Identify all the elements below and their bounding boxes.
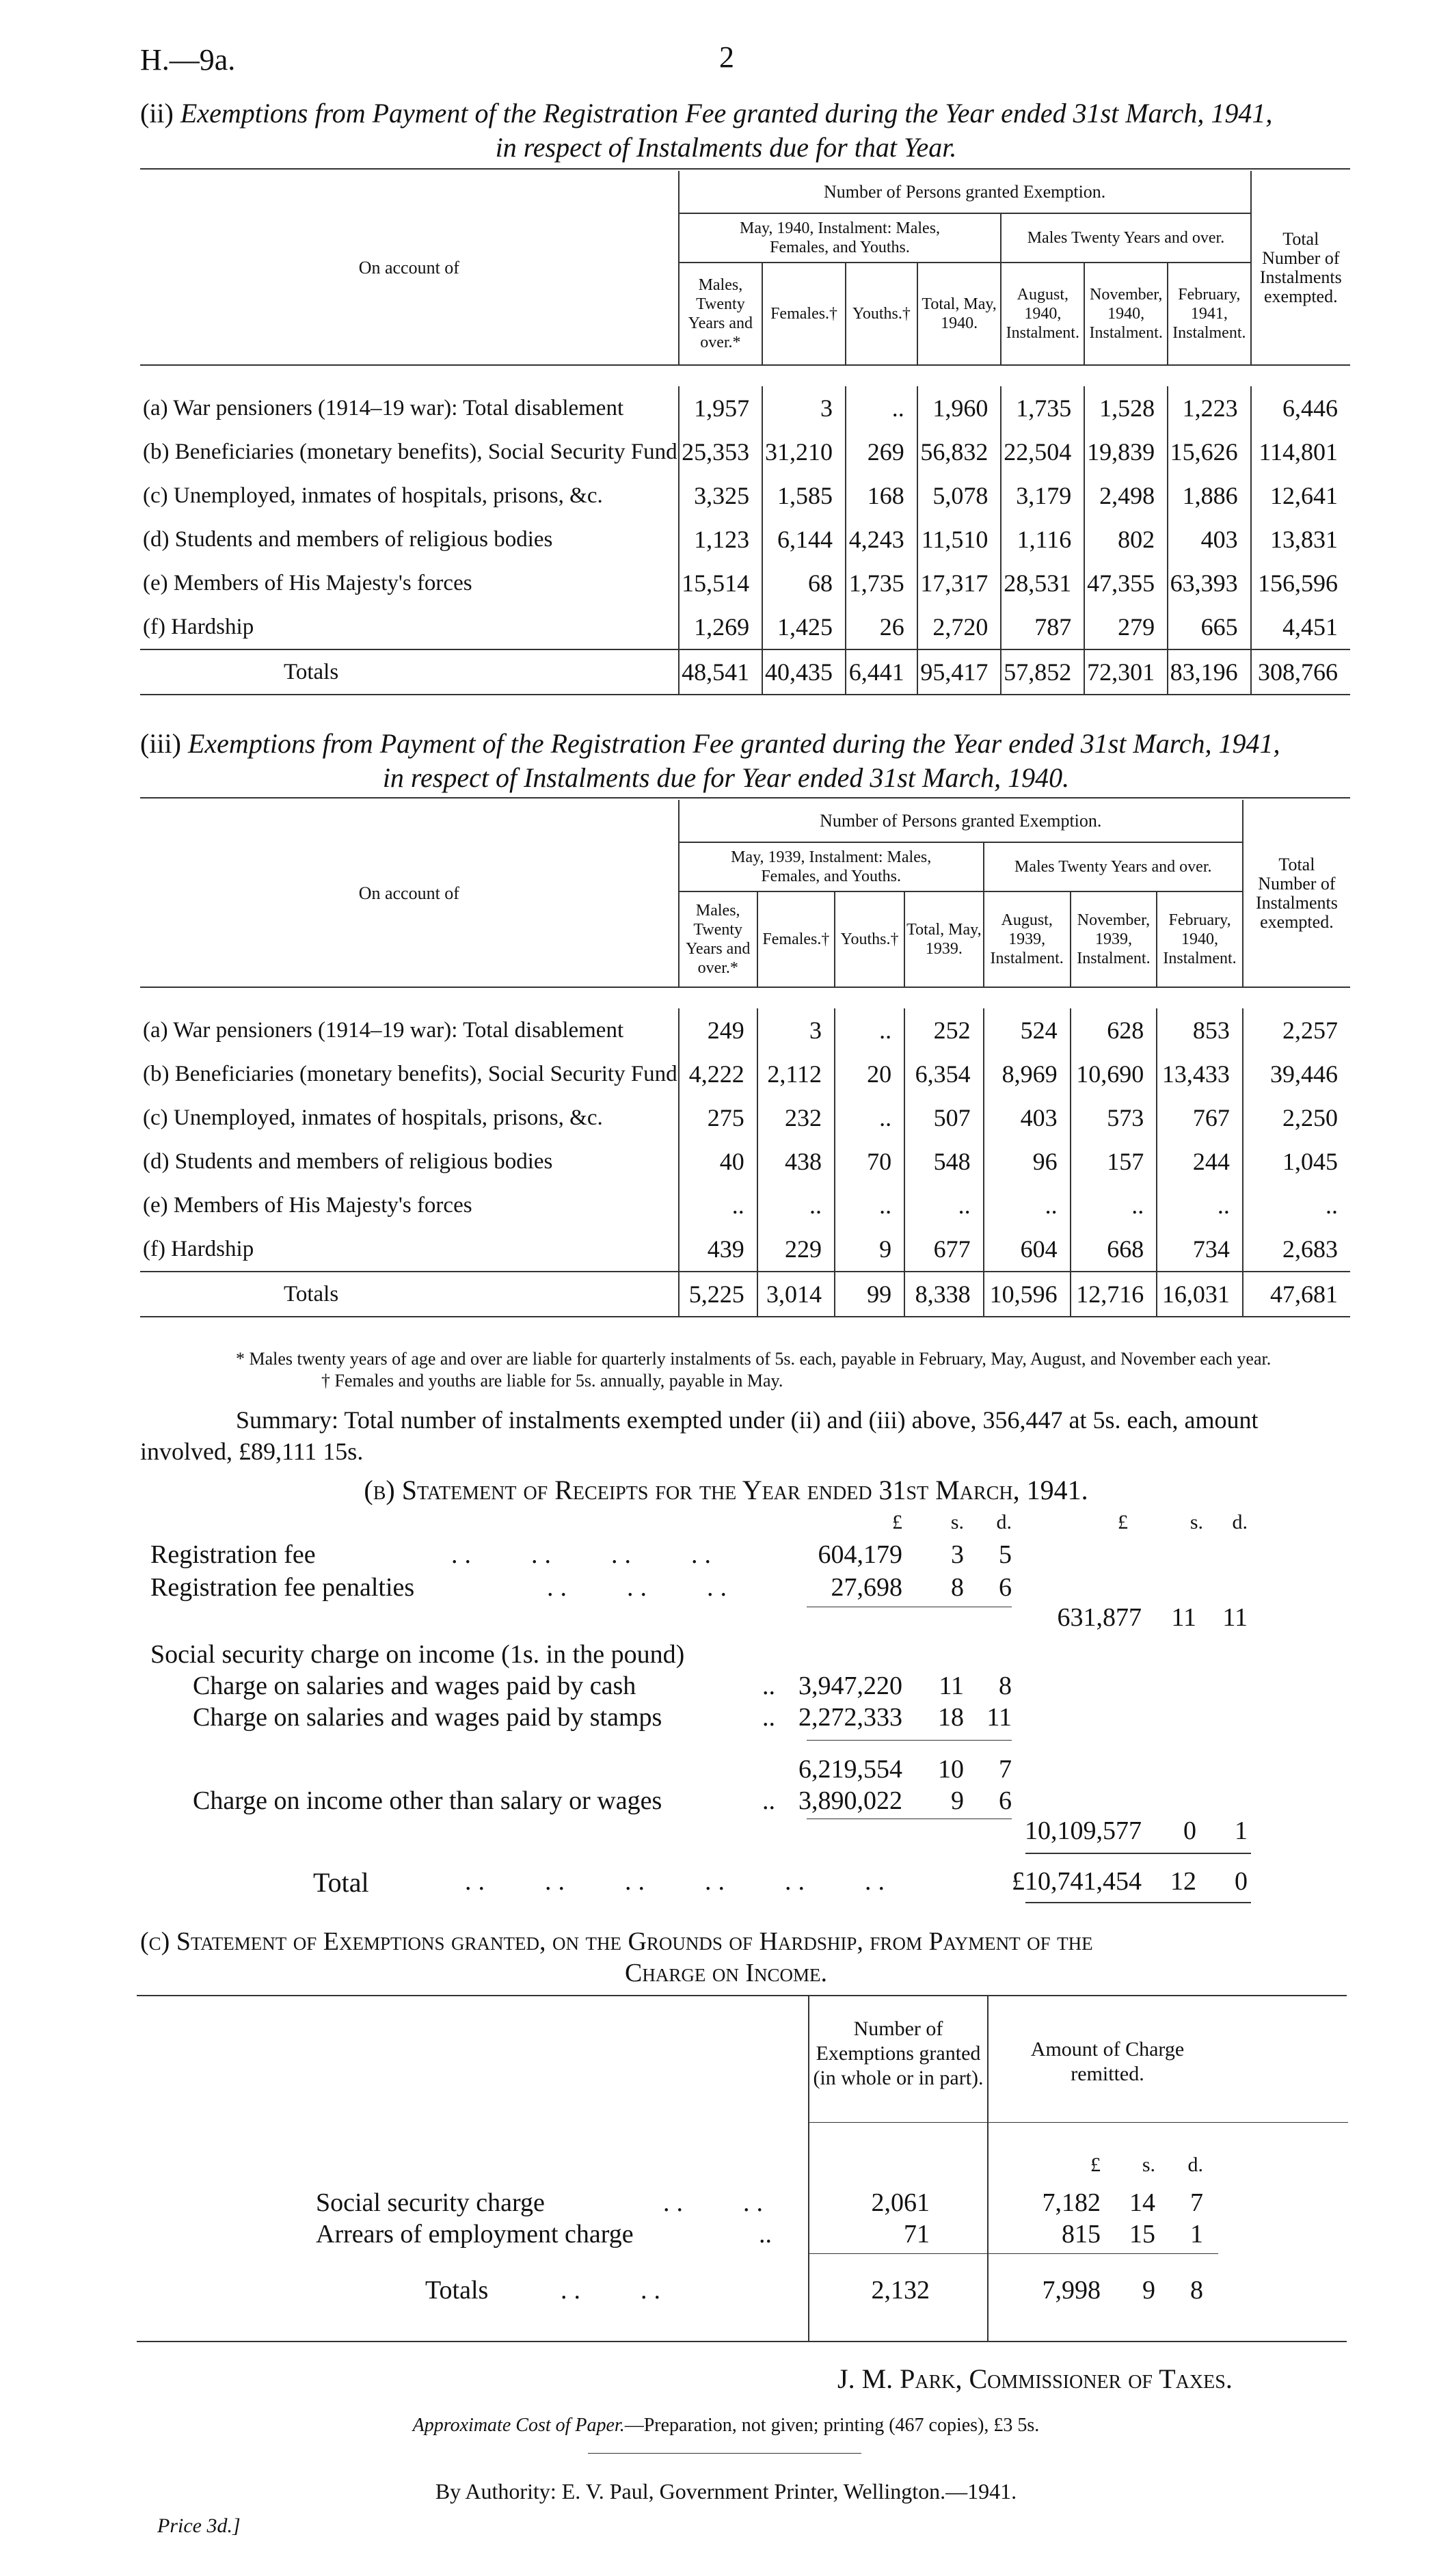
cell: 57,852	[1001, 649, 1084, 695]
table-iii-head-group2: Males Twenty Years and over.	[984, 842, 1243, 891]
footnote-dagger: † Females and youths are liable for 5s. annually, payable in May.	[321, 1371, 783, 1391]
cell: 3	[762, 386, 846, 430]
table-ii-head-group1: May, 1940, Instalment: Males, Females, and Youths.	[679, 213, 1001, 263]
cell: 4,243	[846, 518, 917, 561]
hardship-col-rule	[808, 1996, 809, 2342]
row-label: (c) Unemployed, inmates of hospitals, prisons, &c.	[143, 483, 603, 508]
cell: 3,325	[679, 474, 762, 518]
cell: 39,446	[1243, 1052, 1350, 1096]
cell: 2,498	[1084, 474, 1168, 518]
table-ii-col-head: Males, Twenty Years and over.*	[679, 263, 762, 365]
registration-penalties-d: 6	[999, 1573, 1012, 1602]
table-ii-number: (ii)	[140, 98, 174, 129]
hardship-head-rule	[808, 2122, 1348, 2123]
charge-subtotal-amount: 6,219,554	[798, 1755, 902, 1784]
hardship-row-number: 71	[904, 2220, 930, 2249]
table-row	[140, 1140, 1350, 1183]
cell: 40,435	[762, 649, 846, 695]
leader-dots: .. .. .. ..	[451, 1540, 718, 1569]
cell: 12,641	[1251, 474, 1350, 518]
cell: 157	[1071, 1140, 1157, 1183]
cell: 72,301	[1084, 649, 1168, 695]
cell: 767	[1157, 1096, 1243, 1140]
cell: 2,112	[757, 1052, 835, 1096]
cell: 438	[757, 1140, 835, 1183]
leader-dots: ..	[762, 1703, 775, 1732]
table-row	[140, 386, 1350, 430]
charge-cash-d: 8	[999, 1672, 1012, 1700]
table-row	[140, 430, 1350, 474]
leader-dots: ..	[762, 1786, 775, 1815]
cell: 2,250	[1243, 1096, 1350, 1140]
charge-cash-s: 11	[939, 1672, 964, 1700]
cell: 1,735	[1001, 386, 1084, 430]
cell: ..	[835, 1183, 904, 1227]
cell: 8,338	[904, 1272, 984, 1317]
hardship-row-label: Arrears of employment charge	[316, 2220, 634, 2249]
cell: 22,504	[1001, 430, 1084, 474]
hardship-bottom-rule	[137, 2341, 1347, 2342]
leader-dots: .. .. ..	[547, 1573, 734, 1602]
table-ii-col-head: November, 1940, Instalment.	[1084, 263, 1168, 365]
cell: 252	[904, 1008, 984, 1052]
cell: 1,585	[762, 474, 846, 518]
cell: ..	[757, 1183, 835, 1227]
hardship-totals-pounds: 7,998	[1042, 2276, 1101, 2305]
table-iii-title-line1: Exemptions from Payment of the Registration Fee granted during the Year ended 31st March, 1941,	[187, 728, 1280, 759]
hardship-money-head-d: d.	[1187, 2154, 1203, 2176]
cell: ..	[846, 386, 917, 430]
total-rule	[1025, 1902, 1251, 1903]
cell: 604	[984, 1227, 1071, 1272]
leader-dots: .. ..	[561, 2276, 667, 2305]
cell: 628	[1071, 1008, 1157, 1052]
registration-penalties-label: Registration fee penalties	[150, 1573, 415, 1602]
hardship-totals-d: 8	[1190, 2276, 1203, 2305]
cell: 10,596	[984, 1272, 1071, 1317]
cell: 15,514	[679, 561, 762, 605]
cell: ..	[984, 1183, 1071, 1227]
table-iii-number: (iii)	[140, 728, 181, 759]
total-rule	[1025, 1853, 1251, 1854]
table-ii-title-line1: Exemptions from Payment of the Registration Fee granted during the Year ended 31st March, 1941,	[180, 98, 1273, 129]
table-row	[140, 1008, 1350, 1052]
cost-text: —Preparation, not given; printing (467 copies), £3 5s.	[624, 2415, 1040, 2436]
cell: 156,596	[1251, 561, 1350, 605]
totals-row	[140, 649, 1350, 695]
hardship-row-d: 7	[1190, 2188, 1203, 2217]
cell: 249	[679, 1008, 757, 1052]
row-label: (f) Hardship	[143, 1237, 254, 1261]
table-ii-col-head: February, 1941, Instalment.	[1168, 263, 1251, 365]
cell: 11,510	[917, 518, 1001, 561]
cell: 10,690	[1071, 1052, 1157, 1096]
row-label: (d) Students and members of religious bodies	[143, 527, 553, 552]
table-iii-col-head: February, 1940, Instalment.	[1157, 891, 1243, 987]
receipts-head-d: d.	[996, 1511, 1012, 1533]
grand-total-d: 0	[1235, 1867, 1248, 1896]
registration-total-s: 11	[1171, 1603, 1196, 1632]
cell: 8,969	[984, 1052, 1071, 1096]
cell: 3,014	[757, 1272, 835, 1317]
grand-total-amount: £10,741,454	[1012, 1867, 1142, 1896]
hardship-row-pounds: 7,182	[1042, 2188, 1101, 2217]
table-row	[140, 518, 1350, 561]
cell: 1,123	[679, 518, 762, 561]
cell: 12,716	[1071, 1272, 1157, 1317]
cell: 47,681	[1243, 1272, 1350, 1317]
cell: 15,626	[1168, 430, 1251, 474]
table-ii-head-account: On account of	[358, 257, 459, 278]
cell: 1,528	[1084, 386, 1168, 430]
cost-label: Approximate Cost of Paper.	[412, 2415, 625, 2436]
cell: 279	[1084, 605, 1168, 649]
row-label: (f) Hardship	[143, 615, 254, 639]
row-label: (b) Beneficiaries (monetary benefits), Social Security Fund	[143, 1062, 677, 1086]
cell: 4,451	[1251, 605, 1350, 649]
table-row	[140, 561, 1350, 605]
page-number: 2	[719, 40, 734, 74]
cell: 47,355	[1084, 561, 1168, 605]
totals-label: Totals	[284, 660, 339, 684]
cell: 524	[984, 1008, 1071, 1052]
cell: 168	[846, 474, 917, 518]
cell: 16,031	[1157, 1272, 1243, 1317]
hardship-row-s: 14	[1129, 2188, 1155, 2217]
receipts-head-pounds-2: £	[1118, 1511, 1128, 1533]
registration-fee-amount: 604,179	[818, 1540, 902, 1569]
cell: ..	[679, 1183, 757, 1227]
receipts-title: (b) Statement of Receipts for the Year ended 31st March, 1941.	[364, 1475, 1088, 1505]
table-ii-col-head: August, 1940, Instalment.	[1001, 263, 1084, 365]
receipts-head-s: s.	[950, 1511, 964, 1533]
cell: 1,223	[1168, 386, 1251, 430]
charge-other-s: 9	[951, 1786, 964, 1815]
table-iii-col-head: Females.†	[757, 891, 835, 987]
hardship-top-rule	[137, 1995, 1347, 1996]
cell: 1,957	[679, 386, 762, 430]
cell: 787	[1001, 605, 1084, 649]
cell: ..	[1157, 1183, 1243, 1227]
charge-cash-label: Charge on salaries and wages paid by cash	[193, 1672, 636, 1700]
cell: 26	[846, 605, 917, 649]
table-row	[140, 474, 1350, 518]
cell: 19,839	[1084, 430, 1168, 474]
table-ii-col-head: Youths.†	[846, 263, 917, 365]
hardship-head-amount: Amount of Charge remitted.	[1030, 2038, 1185, 2085]
hardship-title-line1: (c) Statement of Exemptions granted, on the Grounds of Hardship, from Payment of the	[140, 1927, 1093, 1956]
table-iii-col-head: November, 1939, Instalment.	[1071, 891, 1157, 987]
charge-cash-amount: 3,947,220	[798, 1672, 902, 1700]
cell: 6,441	[846, 649, 917, 695]
cell: 1,425	[762, 605, 846, 649]
cell: 275	[679, 1096, 757, 1140]
cell: 9	[835, 1227, 904, 1272]
table-row	[140, 1096, 1350, 1140]
totals-label: Totals	[284, 1282, 339, 1306]
leader-dots: .. ..	[663, 2188, 770, 2217]
receipts-head-s-2: s.	[1189, 1511, 1203, 1533]
table-iii	[140, 800, 1350, 1317]
cell: 1,960	[917, 386, 1001, 430]
cell: 68	[762, 561, 846, 605]
row-label: (e) Members of His Majesty's forces	[143, 1193, 472, 1218]
registration-fee-s: 3	[951, 1540, 964, 1569]
table-ii	[140, 171, 1350, 695]
cell: 6,144	[762, 518, 846, 561]
table-iii-head-total: Total Number of Instalments exempted.	[1243, 800, 1350, 987]
cell: ..	[1071, 1183, 1157, 1227]
cell: 114,801	[1251, 430, 1350, 474]
cell: 6,446	[1251, 386, 1350, 430]
footnote-star: * Males twenty years of age and over are liable for quarterly instalments of 5s. each, payable in February, May, August, and November each year.	[236, 1349, 1272, 1369]
receipts-head-pounds: £	[892, 1511, 902, 1533]
table-ii-col-head: Females.†	[762, 263, 846, 365]
cell: 3	[757, 1008, 835, 1052]
table-iii-title	[140, 726, 1371, 762]
leader-dots: ..	[759, 2220, 772, 2249]
cell: 25,353	[679, 430, 762, 474]
hardship-row-d: 1	[1190, 2220, 1203, 2249]
cell: 677	[904, 1227, 984, 1272]
cell: 308,766	[1251, 649, 1350, 695]
hardship-row-pounds: 815	[1062, 2220, 1101, 2249]
table-iii-col-head: August, 1939, Instalment.	[984, 891, 1071, 987]
cell: 734	[1157, 1227, 1243, 1272]
table-iii-head-account: On account of	[358, 883, 459, 903]
cell: 40	[679, 1140, 757, 1183]
cell: 668	[1071, 1227, 1157, 1272]
hardship-totals-rule	[808, 2253, 1218, 2254]
cell: ..	[904, 1183, 984, 1227]
grand-total-s: 12	[1170, 1867, 1196, 1896]
hardship-row-label: Social security charge	[316, 2188, 545, 2217]
signature: J. M. Park, Commissioner of Taxes.	[837, 2363, 1233, 2394]
cell: 2,257	[1243, 1008, 1350, 1052]
cell: 13,433	[1157, 1052, 1243, 1096]
page-reference: H.—9a.	[140, 43, 236, 77]
cell: 31,210	[762, 430, 846, 474]
cell: 95,417	[917, 649, 1001, 695]
cost-note	[0, 2415, 1452, 2437]
cell: 439	[679, 1227, 757, 1272]
cell: 573	[1071, 1096, 1157, 1140]
row-label: (e) Members of His Majesty's forces	[143, 571, 472, 595]
summary-text: Summary: Total number of instalments exempted under (ii) and (iii) above, 356,447 at 5s. each, amount involved, £89,111 15s.	[140, 1406, 1259, 1465]
hardship-title-line2: Charge on Income.	[625, 1959, 827, 1987]
cell: 1,735	[846, 561, 917, 605]
table-row	[140, 1183, 1350, 1227]
hardship-head-number: Number of Exemptions granted (in whole or in part).	[813, 2017, 984, 2089]
cell: 269	[846, 430, 917, 474]
ssc-heading: Social security charge on income (1s. in the pound)	[150, 1640, 685, 1669]
price: Price 3d.]	[157, 2514, 241, 2537]
cell: 63,393	[1168, 561, 1251, 605]
hardship-col-rule	[987, 1996, 989, 2342]
cell: 28,531	[1001, 561, 1084, 605]
cell: 548	[904, 1140, 984, 1183]
registration-fee-d: 5	[999, 1540, 1012, 1569]
leader-dots: .. .. .. .. .. ..	[465, 1867, 891, 1896]
row-label: (b) Beneficiaries (monetary benefits), Social Security Fund	[143, 440, 677, 464]
cell: 20	[835, 1052, 904, 1096]
hardship-totals-label: Totals	[425, 2276, 489, 2305]
charge-other-label: Charge on income other than salary or wages	[193, 1786, 662, 1815]
hardship-totals-number: 2,132	[871, 2276, 930, 2305]
cell: 13,831	[1251, 518, 1350, 561]
cell: ..	[835, 1096, 904, 1140]
charge-total-s: 0	[1183, 1816, 1196, 1845]
charge-total-amount: 10,109,577	[1025, 1816, 1142, 1845]
subtotal-rule	[807, 1740, 1012, 1741]
cell: 4,222	[679, 1052, 757, 1096]
table-row	[140, 1227, 1350, 1272]
cell: 5,078	[917, 474, 1001, 518]
table-ii-top-rule	[140, 168, 1350, 170]
cell: 665	[1168, 605, 1251, 649]
table-iii-col-head: Males, Twenty Years and over.*	[679, 891, 757, 987]
charge-total-d: 1	[1235, 1816, 1248, 1845]
row-label: (a) War pensioners (1914–19 war): Total disablement	[143, 1018, 624, 1043]
charge-stamps-s: 18	[938, 1703, 964, 1732]
table-ii-head-persons: Number of Persons granted Exemption.	[679, 171, 1251, 213]
cell: 1,269	[679, 605, 762, 649]
cell: 229	[757, 1227, 835, 1272]
charge-other-d: 6	[999, 1786, 1012, 1815]
cell: 244	[1157, 1140, 1243, 1183]
registration-total-d: 11	[1222, 1603, 1248, 1632]
table-ii-head-group2: Males Twenty Years and over.	[1001, 213, 1250, 263]
registration-penalties-s: 8	[951, 1573, 964, 1602]
cell: 853	[1157, 1008, 1243, 1052]
row-label: (d) Students and members of religious bodies	[143, 1149, 553, 1174]
cell: 48,541	[679, 649, 762, 695]
cell: 1,116	[1001, 518, 1084, 561]
hardship-totals-s: 9	[1142, 2276, 1155, 2305]
table-row	[140, 605, 1350, 649]
cell: 83,196	[1168, 649, 1251, 695]
table-ii-head-total: Total Number of Instalments exempted.	[1251, 171, 1350, 365]
cell: 99	[835, 1272, 904, 1317]
cell: 2,683	[1243, 1227, 1350, 1272]
authority-line: By Authority: E. V. Paul, Government Printer, Wellington.—1941.	[435, 2479, 1017, 2504]
charge-stamps-d: 11	[986, 1703, 1012, 1732]
table-iii-head-group1: May, 1939, Instalment: Males, Females, and Youths.	[679, 842, 984, 891]
table-iii-col-head: Youths.†	[835, 891, 904, 987]
receipts-head-d-2: d.	[1232, 1511, 1248, 1533]
cell: 70	[835, 1140, 904, 1183]
table-iii-head-persons: Number of Persons granted Exemption.	[679, 800, 1243, 842]
cell: 56,832	[917, 430, 1001, 474]
charge-stamps-label: Charge on salaries and wages paid by stamps	[193, 1703, 662, 1732]
table-iii-top-rule	[140, 797, 1350, 799]
leader-dots: ..	[762, 1672, 775, 1700]
cell: 6,354	[904, 1052, 984, 1096]
cell: 507	[904, 1096, 984, 1140]
table-iii-col-head: Total, May, 1939.	[904, 891, 984, 987]
cell: 5,225	[679, 1272, 757, 1317]
charge-other-amount: 3,890,022	[798, 1786, 902, 1815]
registration-penalties-amount: 27,698	[831, 1573, 902, 1602]
hardship-money-head-pounds: £	[1090, 2154, 1101, 2176]
cell: 232	[757, 1096, 835, 1140]
registration-fee-label: Registration fee	[150, 1540, 316, 1569]
table-iii-title-line2: in respect of Instalments due for Year ended 31st March, 1940.	[382, 762, 1070, 793]
cell: 403	[1168, 518, 1251, 561]
cell: 802	[1084, 518, 1168, 561]
colophon-rule	[588, 2453, 861, 2454]
cell: 2,720	[917, 605, 1001, 649]
cell: 1,886	[1168, 474, 1251, 518]
hardship-row-number: 2,061	[871, 2188, 930, 2217]
charge-stamps-amount: 2,272,333	[798, 1703, 902, 1732]
table-ii-title	[140, 96, 1371, 131]
table-row	[140, 1052, 1350, 1096]
cell: 17,317	[917, 561, 1001, 605]
table-ii-col-head: Total, May, 1940.	[917, 263, 1001, 365]
registration-total-amount: 631,877	[1057, 1603, 1142, 1632]
cell: 403	[984, 1096, 1071, 1140]
cell: 3,179	[1001, 474, 1084, 518]
hardship-row-s: 15	[1129, 2220, 1155, 2249]
charge-subtotal-s: 10	[938, 1755, 964, 1784]
grand-total-label: Total	[313, 1867, 369, 1898]
cell: ..	[1243, 1183, 1350, 1227]
cell: ..	[835, 1008, 904, 1052]
table-ii-title-line2: in respect of Instalments due for that Year.	[495, 132, 957, 163]
hardship-money-head-s: s.	[1142, 2154, 1155, 2176]
row-label: (c) Unemployed, inmates of hospitals, prisons, &c.	[143, 1105, 603, 1130]
row-label: (a) War pensioners (1914–19 war): Total disablement	[143, 396, 624, 420]
cell: 1,045	[1243, 1140, 1350, 1183]
cell: 96	[984, 1140, 1071, 1183]
totals-row	[140, 1272, 1350, 1317]
charge-subtotal-d: 7	[999, 1755, 1012, 1784]
